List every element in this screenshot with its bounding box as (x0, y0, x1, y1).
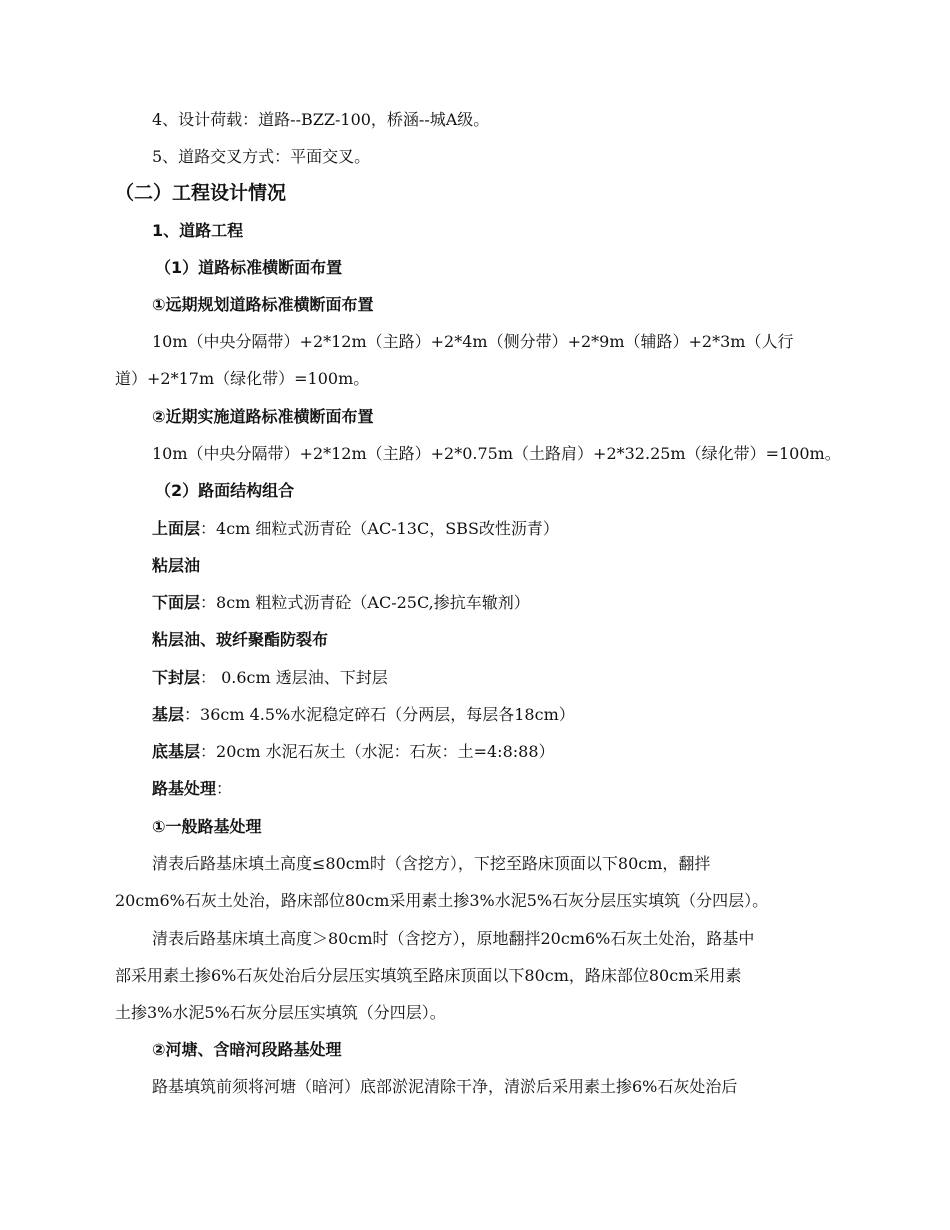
paragraph-intersection-type: 5、道路交叉方式：平面交叉。 (152, 147, 371, 166)
subheading-general-subgrade: ①一般路基处理 (152, 817, 262, 836)
value-base-layer: ：36cm 4.5%水泥稳定碎石（分两层，每层各18cm） (184, 705, 575, 724)
paragraph-long-term-section-cont: 道）+2*17m（绿化带）=100m。 (115, 369, 370, 388)
subheading-road-works: 1、道路工程 (152, 221, 244, 240)
pavement-seal-layer (152, 668, 388, 688)
value-subbase-layer: ：20cm 水泥石灰土（水泥：石灰：土=4:8:88） (200, 742, 555, 761)
subheading-pavement-structure: （2）路面结构组合 (155, 481, 295, 500)
subheading-near-term-section: ②近期实施道路标准横断面布置 (152, 407, 374, 426)
label-lower-layer: 下面层 (152, 593, 201, 612)
pavement-tack-coat: 粘层油 (152, 556, 201, 575)
pavement-lower-layer (152, 593, 530, 613)
label-seal-layer: 下封层 (152, 668, 201, 687)
label-subgrade-treatment: 路基处理 (152, 779, 217, 798)
subgrade-treatment-colon: ： (216, 779, 233, 798)
paragraph-general-subgrade-2-end: 土掺3%水泥5%石灰分层压实填筑（分四层）。 (115, 1003, 446, 1022)
paragraph-long-term-section: 10m（中央分隔带）+2*12m（主路）+2*4m（侧分带）+2*9m（辅路）+2*3m（人行 (152, 332, 794, 351)
pavement-upper-layer (152, 519, 559, 539)
subheading-pond-subgrade: ②河塘、含暗河段路基处理 (152, 1040, 342, 1059)
paragraph-general-subgrade-1: 清表后路基床填土高度≤80cm时（含挖方），下挖至路床顶面以下80cm，翻拌 (152, 854, 711, 873)
subgrade-treatment-heading (152, 779, 232, 799)
value-upper-layer: ：4cm 细粒式沥青砼（AC-13C，SBS改性沥青） (200, 519, 559, 538)
pavement-tack-fiber-cloth: 粘层油、玻纤聚酯防裂布 (152, 630, 329, 649)
subheading-cross-section: （1）道路标准横断面布置 (155, 258, 343, 277)
paragraph-near-term-section: 10m（中央分隔带）+2*12m（主路）+2*0.75m（土路肩）+2*32.25m（绿化带）=100m。 (152, 444, 841, 463)
section-heading-design: （二）工程设计情况 (115, 182, 287, 204)
value-seal-layer: ： 0.6cm 透层油、下封层 (200, 668, 388, 687)
label-upper-layer: 上面层 (152, 519, 201, 538)
subheading-long-term-section: ①远期规划道路标准横断面布置 (152, 295, 374, 314)
pavement-base-layer (152, 705, 575, 725)
label-subbase-layer: 底基层 (152, 742, 201, 761)
label-base-layer: 基层 (152, 705, 185, 724)
pavement-subbase-layer (152, 742, 555, 762)
value-lower-layer: ：8cm 粗粒式沥青砼（AC-25C,掺抗车辙剂） (200, 593, 530, 612)
paragraph-pond-subgrade: 路基填筑前须将河塘（暗河）底部淤泥清除干净，清淤后采用素土掺6%石灰处治后 (152, 1077, 738, 1096)
paragraph-general-subgrade-2: 清表后路基床填土高度＞80cm时（含挖方），原地翻拌20cm6%石灰土处治，路基中 (152, 929, 755, 948)
paragraph-design-load: 4、设计荷载：道路--BZZ-100，桥涵--城A级。 (152, 110, 490, 129)
paragraph-general-subgrade-1-cont: 20cm6%石灰土处治，路床部位80cm采用素土掺3%水泥5%石灰分层压实填筑（分四层）。 (115, 891, 769, 910)
paragraph-general-subgrade-2-cont: 部采用素土掺6%石灰处治后分层压实填筑至路床顶面以下80cm，路床部位80cm采用素 (115, 966, 742, 985)
